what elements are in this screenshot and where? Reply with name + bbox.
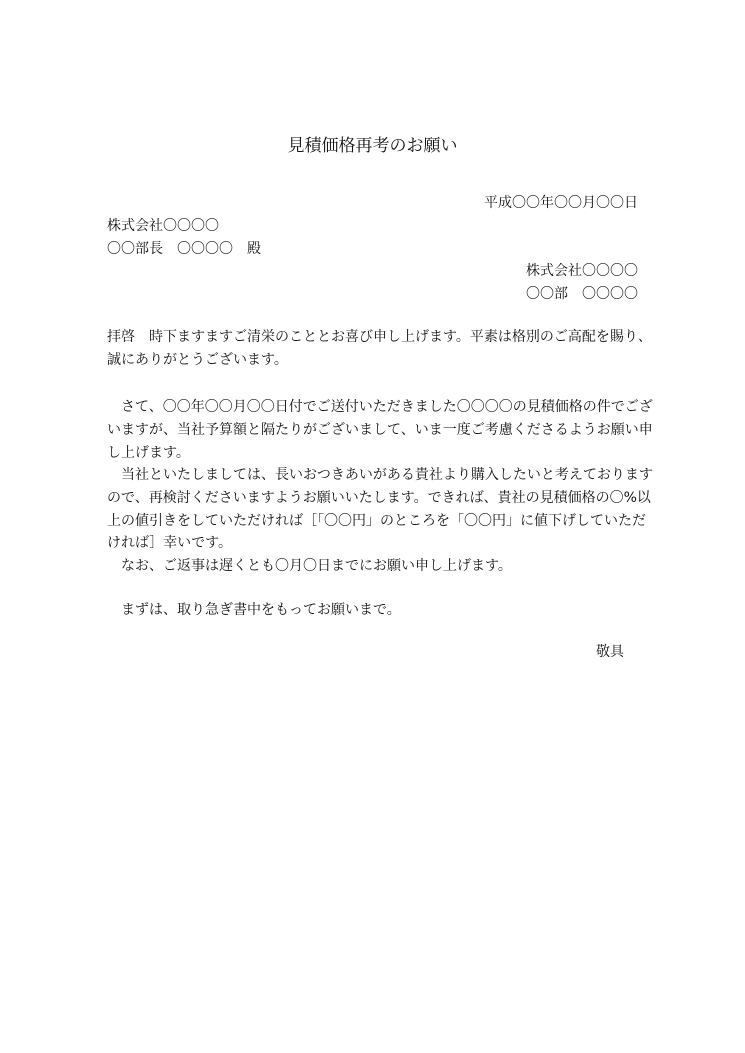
body-line: なお、ご返事は遅くとも〇月〇日までにお願い申し上げます。 (107, 558, 512, 574)
body-line: さて、〇〇年〇〇月〇〇日付でご送付いただきました〇〇〇〇の見積価格の件でござ (107, 399, 653, 415)
recipient-person: 〇〇部長 〇〇〇〇 殿 (107, 241, 261, 257)
letter-date: 平成〇〇年〇〇月〇〇日 (484, 195, 638, 211)
greeting-line: 拝啓 時下ますますご清栄のこととお喜び申し上げます。平素は格別のご高配を賜り、 (107, 329, 652, 345)
sender-company: 株式会社〇〇〇〇 (526, 263, 638, 279)
closing-line: まずは、取り急ぎ書中をもってお願いまで。 (107, 602, 401, 618)
body-line: いますが、当社予算額と隔たりがございまして、いま一度ご考慮くださるようお願い申 (107, 422, 653, 438)
body-line: 上の値引きをしていただければ［「〇〇円」のところを「〇〇円」に値下げしていただ (107, 513, 646, 529)
body-line: ければ］幸いです。 (107, 535, 233, 551)
sender-person: 〇〇部 〇〇〇〇 (526, 286, 638, 302)
greeting-line: 誠にありがとうございます。 (107, 352, 288, 368)
body-line: し上げます。 (107, 445, 190, 461)
recipient-company: 株式会社〇〇〇〇 (107, 218, 219, 234)
closing-word: 敬具 (596, 644, 624, 660)
body-line: 当社といたしましては、長いおつきあいがある貴社より購入したいと考えております (107, 467, 653, 483)
body-line: ので、再検討くださいますようお願いいたします。できれば、貴社の見積価格の〇%以 (107, 490, 651, 506)
letter-title: 見積価格再考のお願い (287, 136, 458, 156)
